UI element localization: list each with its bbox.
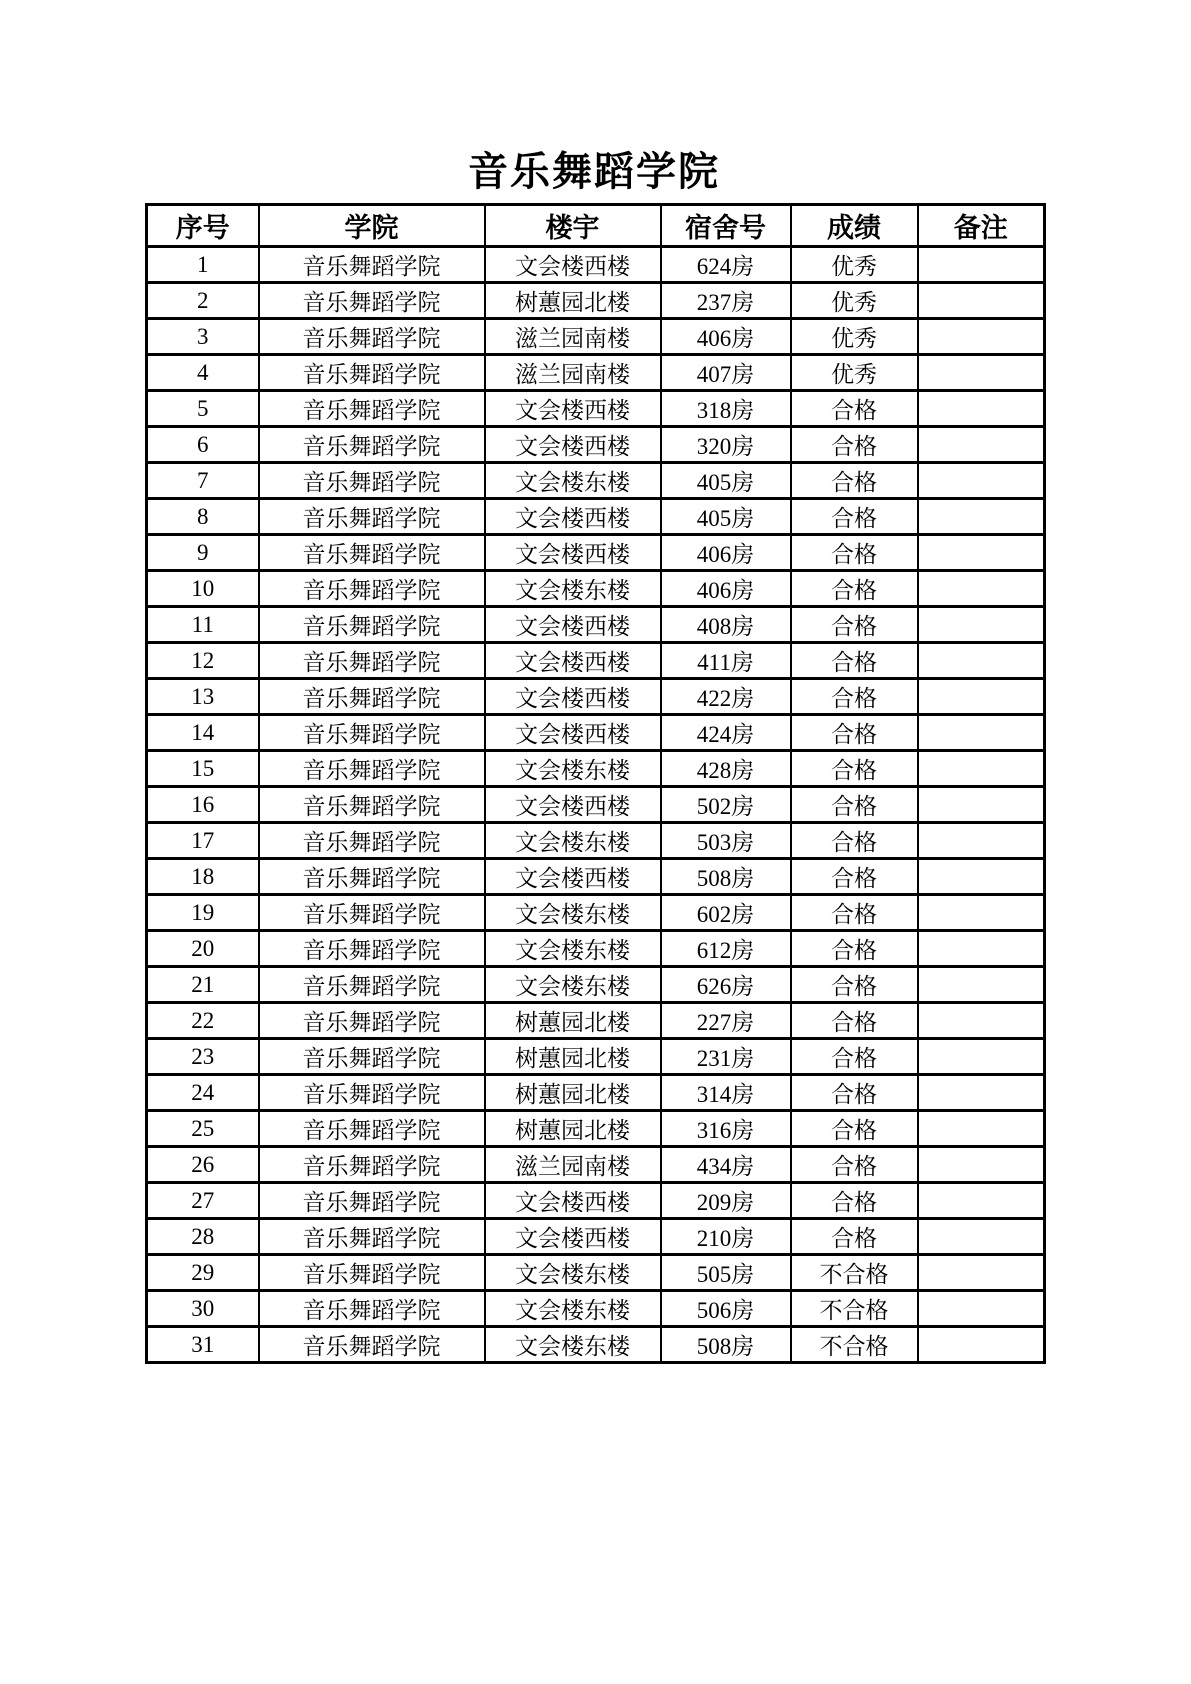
cell-seq: 31	[147, 1327, 259, 1363]
cell-building: 滋兰园南楼	[485, 355, 661, 391]
cell-college: 音乐舞蹈学院	[259, 607, 485, 643]
table-row	[147, 499, 1045, 535]
cell-college: 音乐舞蹈学院	[259, 1219, 485, 1255]
cell-remark	[918, 535, 1045, 571]
cell-remark	[918, 1147, 1045, 1183]
cell-building: 文会楼东楼	[485, 1291, 661, 1327]
table-row	[147, 1291, 1045, 1327]
table-row	[147, 571, 1045, 607]
cell-room: 422房	[661, 679, 791, 715]
cell-seq: 2	[147, 283, 259, 319]
cell-building: 文会楼西楼	[485, 1183, 661, 1219]
cell-remark	[918, 931, 1045, 967]
cell-remark	[918, 1291, 1045, 1327]
cell-seq: 25	[147, 1111, 259, 1147]
cell-room: 405房	[661, 463, 791, 499]
cell-remark	[918, 1111, 1045, 1147]
column-header-room: 宿舍号	[661, 205, 791, 247]
cell-college: 音乐舞蹈学院	[259, 499, 485, 535]
cell-seq: 13	[147, 679, 259, 715]
table-row	[147, 463, 1045, 499]
table-row	[147, 823, 1045, 859]
cell-college: 音乐舞蹈学院	[259, 787, 485, 823]
cell-building: 文会楼西楼	[485, 427, 661, 463]
cell-grade: 合格	[791, 1075, 918, 1111]
page-title: 音乐舞蹈学院	[468, 149, 720, 194]
cell-remark	[918, 319, 1045, 355]
column-header-remark: 备注	[918, 205, 1045, 247]
cell-remark	[918, 1039, 1045, 1075]
cell-remark	[918, 751, 1045, 787]
cell-building: 树蕙园北楼	[485, 1111, 661, 1147]
cell-building: 文会楼西楼	[485, 679, 661, 715]
table-row	[147, 391, 1045, 427]
cell-college: 音乐舞蹈学院	[259, 715, 485, 751]
cell-seq: 30	[147, 1291, 259, 1327]
table-row	[147, 751, 1045, 787]
cell-seq: 3	[147, 319, 259, 355]
cell-room: 407房	[661, 355, 791, 391]
cell-room: 227房	[661, 1003, 791, 1039]
cell-seq: 5	[147, 391, 259, 427]
cell-building: 文会楼西楼	[485, 1219, 661, 1255]
table-row	[147, 319, 1045, 355]
cell-college: 音乐舞蹈学院	[259, 463, 485, 499]
table-body	[147, 247, 1045, 1363]
table-row	[147, 1219, 1045, 1255]
cell-remark	[918, 1003, 1045, 1039]
cell-college: 音乐舞蹈学院	[259, 1183, 485, 1219]
cell-grade: 合格	[791, 931, 918, 967]
cell-room: 237房	[661, 283, 791, 319]
cell-grade: 合格	[791, 859, 918, 895]
cell-college: 音乐舞蹈学院	[259, 571, 485, 607]
cell-room: 602房	[661, 895, 791, 931]
dorm-grade-table	[145, 203, 1046, 1364]
cell-room: 624房	[661, 247, 791, 283]
cell-college: 音乐舞蹈学院	[259, 1327, 485, 1363]
cell-grade: 优秀	[791, 355, 918, 391]
cell-building: 文会楼东楼	[485, 895, 661, 931]
cell-seq: 9	[147, 535, 259, 571]
cell-college: 音乐舞蹈学院	[259, 895, 485, 931]
cell-seq: 10	[147, 571, 259, 607]
cell-grade: 合格	[791, 1003, 918, 1039]
table-row	[147, 787, 1045, 823]
cell-remark	[918, 823, 1045, 859]
cell-remark	[918, 859, 1045, 895]
cell-room: 316房	[661, 1111, 791, 1147]
cell-college: 音乐舞蹈学院	[259, 1039, 485, 1075]
cell-building: 树蕙园北楼	[485, 283, 661, 319]
cell-remark	[918, 1075, 1045, 1111]
cell-remark	[918, 283, 1045, 319]
cell-remark	[918, 427, 1045, 463]
cell-building: 文会楼东楼	[485, 967, 661, 1003]
cell-college: 音乐舞蹈学院	[259, 391, 485, 427]
table-row	[147, 1183, 1045, 1219]
cell-college: 音乐舞蹈学院	[259, 535, 485, 571]
cell-building: 滋兰园南楼	[485, 1147, 661, 1183]
cell-seq: 27	[147, 1183, 259, 1219]
table-row	[147, 895, 1045, 931]
cell-room: 210房	[661, 1219, 791, 1255]
table-row	[147, 283, 1045, 319]
cell-building: 文会楼西楼	[485, 787, 661, 823]
table-row	[147, 931, 1045, 967]
cell-seq: 23	[147, 1039, 259, 1075]
cell-room: 428房	[661, 751, 791, 787]
cell-room: 406房	[661, 319, 791, 355]
cell-building: 文会楼西楼	[485, 535, 661, 571]
cell-seq: 4	[147, 355, 259, 391]
column-header-grade: 成绩	[791, 205, 918, 247]
table-row	[147, 643, 1045, 679]
cell-room: 231房	[661, 1039, 791, 1075]
cell-grade: 合格	[791, 967, 918, 1003]
cell-remark	[918, 463, 1045, 499]
cell-grade: 不合格	[791, 1255, 918, 1291]
cell-seq: 29	[147, 1255, 259, 1291]
cell-grade: 合格	[791, 463, 918, 499]
cell-remark	[918, 247, 1045, 283]
cell-grade: 不合格	[791, 1291, 918, 1327]
cell-remark	[918, 499, 1045, 535]
cell-remark	[918, 1183, 1045, 1219]
cell-remark	[918, 571, 1045, 607]
cell-grade: 合格	[791, 787, 918, 823]
table-row	[147, 1039, 1045, 1075]
cell-college: 音乐舞蹈学院	[259, 679, 485, 715]
cell-grade: 合格	[791, 535, 918, 571]
cell-college: 音乐舞蹈学院	[259, 1003, 485, 1039]
cell-room: 508房	[661, 859, 791, 895]
cell-college: 音乐舞蹈学院	[259, 931, 485, 967]
cell-college: 音乐舞蹈学院	[259, 967, 485, 1003]
cell-seq: 24	[147, 1075, 259, 1111]
table-row	[147, 247, 1045, 283]
cell-remark	[918, 1327, 1045, 1363]
cell-building: 文会楼西楼	[485, 499, 661, 535]
table-row	[147, 535, 1045, 571]
cell-remark	[918, 679, 1045, 715]
cell-grade: 合格	[791, 1039, 918, 1075]
table-row	[147, 1003, 1045, 1039]
cell-grade: 合格	[791, 895, 918, 931]
cell-college: 音乐舞蹈学院	[259, 247, 485, 283]
cell-remark	[918, 391, 1045, 427]
cell-seq: 21	[147, 967, 259, 1003]
cell-seq: 1	[147, 247, 259, 283]
cell-grade: 合格	[791, 427, 918, 463]
cell-remark	[918, 715, 1045, 751]
cell-building: 文会楼西楼	[485, 247, 661, 283]
cell-building: 文会楼西楼	[485, 643, 661, 679]
cell-seq: 6	[147, 427, 259, 463]
cell-room: 508房	[661, 1327, 791, 1363]
table-row	[147, 679, 1045, 715]
cell-remark	[918, 355, 1045, 391]
cell-room: 503房	[661, 823, 791, 859]
table-row	[147, 715, 1045, 751]
cell-college: 音乐舞蹈学院	[259, 1255, 485, 1291]
cell-college: 音乐舞蹈学院	[259, 823, 485, 859]
table-row	[147, 967, 1045, 1003]
cell-room: 505房	[661, 1255, 791, 1291]
cell-room: 612房	[661, 931, 791, 967]
cell-building: 文会楼西楼	[485, 607, 661, 643]
table-row	[147, 427, 1045, 463]
cell-grade: 合格	[791, 751, 918, 787]
cell-building: 文会楼西楼	[485, 391, 661, 427]
column-header-building: 楼宇	[485, 205, 661, 247]
cell-remark	[918, 787, 1045, 823]
cell-seq: 28	[147, 1219, 259, 1255]
cell-grade: 合格	[791, 571, 918, 607]
cell-building: 文会楼东楼	[485, 1327, 661, 1363]
cell-college: 音乐舞蹈学院	[259, 1291, 485, 1327]
cell-room: 406房	[661, 535, 791, 571]
cell-college: 音乐舞蹈学院	[259, 283, 485, 319]
cell-room: 434房	[661, 1147, 791, 1183]
cell-grade: 优秀	[791, 283, 918, 319]
table-header-row	[147, 205, 1045, 247]
cell-building: 树蕙园北楼	[485, 1003, 661, 1039]
cell-room: 314房	[661, 1075, 791, 1111]
cell-grade: 不合格	[791, 1327, 918, 1363]
cell-room: 411房	[661, 643, 791, 679]
cell-college: 音乐舞蹈学院	[259, 1075, 485, 1111]
cell-room: 506房	[661, 1291, 791, 1327]
cell-seq: 16	[147, 787, 259, 823]
cell-seq: 14	[147, 715, 259, 751]
cell-grade: 优秀	[791, 319, 918, 355]
cell-college: 音乐舞蹈学院	[259, 859, 485, 895]
table-row	[147, 607, 1045, 643]
cell-grade: 合格	[791, 1219, 918, 1255]
cell-grade: 合格	[791, 715, 918, 751]
cell-grade: 合格	[791, 391, 918, 427]
cell-remark	[918, 1255, 1045, 1291]
table-row	[147, 1075, 1045, 1111]
cell-seq: 12	[147, 643, 259, 679]
cell-grade: 合格	[791, 643, 918, 679]
cell-seq: 7	[147, 463, 259, 499]
cell-seq: 11	[147, 607, 259, 643]
cell-grade: 合格	[791, 679, 918, 715]
table-row	[147, 1327, 1045, 1363]
cell-building: 文会楼西楼	[485, 859, 661, 895]
table-row	[147, 1255, 1045, 1291]
cell-college: 音乐舞蹈学院	[259, 1111, 485, 1147]
cell-grade: 合格	[791, 1111, 918, 1147]
cell-building: 文会楼西楼	[485, 715, 661, 751]
cell-building: 文会楼东楼	[485, 1255, 661, 1291]
cell-building: 文会楼东楼	[485, 823, 661, 859]
cell-remark	[918, 607, 1045, 643]
cell-grade: 合格	[791, 1147, 918, 1183]
table-row	[147, 859, 1045, 895]
cell-building: 文会楼东楼	[485, 571, 661, 607]
cell-grade: 合格	[791, 1183, 918, 1219]
cell-remark	[918, 895, 1045, 931]
cell-college: 音乐舞蹈学院	[259, 355, 485, 391]
cell-seq: 17	[147, 823, 259, 859]
cell-college: 音乐舞蹈学院	[259, 643, 485, 679]
cell-room: 502房	[661, 787, 791, 823]
table-row	[147, 1147, 1045, 1183]
cell-room: 209房	[661, 1183, 791, 1219]
cell-room: 406房	[661, 571, 791, 607]
cell-building: 文会楼东楼	[485, 463, 661, 499]
cell-room: 408房	[661, 607, 791, 643]
cell-seq: 15	[147, 751, 259, 787]
cell-seq: 8	[147, 499, 259, 535]
cell-room: 424房	[661, 715, 791, 751]
cell-college: 音乐舞蹈学院	[259, 751, 485, 787]
cell-college: 音乐舞蹈学院	[259, 1147, 485, 1183]
cell-grade: 合格	[791, 607, 918, 643]
cell-room: 320房	[661, 427, 791, 463]
cell-remark	[918, 967, 1045, 1003]
column-header-seq: 序号	[147, 205, 259, 247]
cell-building: 文会楼东楼	[485, 751, 661, 787]
cell-seq: 22	[147, 1003, 259, 1039]
column-header-college: 学院	[259, 205, 485, 247]
cell-building: 文会楼东楼	[485, 931, 661, 967]
table-row	[147, 355, 1045, 391]
cell-seq: 20	[147, 931, 259, 967]
cell-building: 树蕙园北楼	[485, 1039, 661, 1075]
cell-college: 音乐舞蹈学院	[259, 319, 485, 355]
cell-seq: 18	[147, 859, 259, 895]
cell-room: 405房	[661, 499, 791, 535]
table-row	[147, 1111, 1045, 1147]
cell-remark	[918, 643, 1045, 679]
cell-grade: 优秀	[791, 247, 918, 283]
cell-college: 音乐舞蹈学院	[259, 427, 485, 463]
cell-building: 滋兰园南楼	[485, 319, 661, 355]
cell-seq: 19	[147, 895, 259, 931]
cell-room: 626房	[661, 967, 791, 1003]
cell-remark	[918, 1219, 1045, 1255]
cell-grade: 合格	[791, 499, 918, 535]
cell-grade: 合格	[791, 823, 918, 859]
cell-room: 318房	[661, 391, 791, 427]
cell-seq: 26	[147, 1147, 259, 1183]
cell-building: 树蕙园北楼	[485, 1075, 661, 1111]
